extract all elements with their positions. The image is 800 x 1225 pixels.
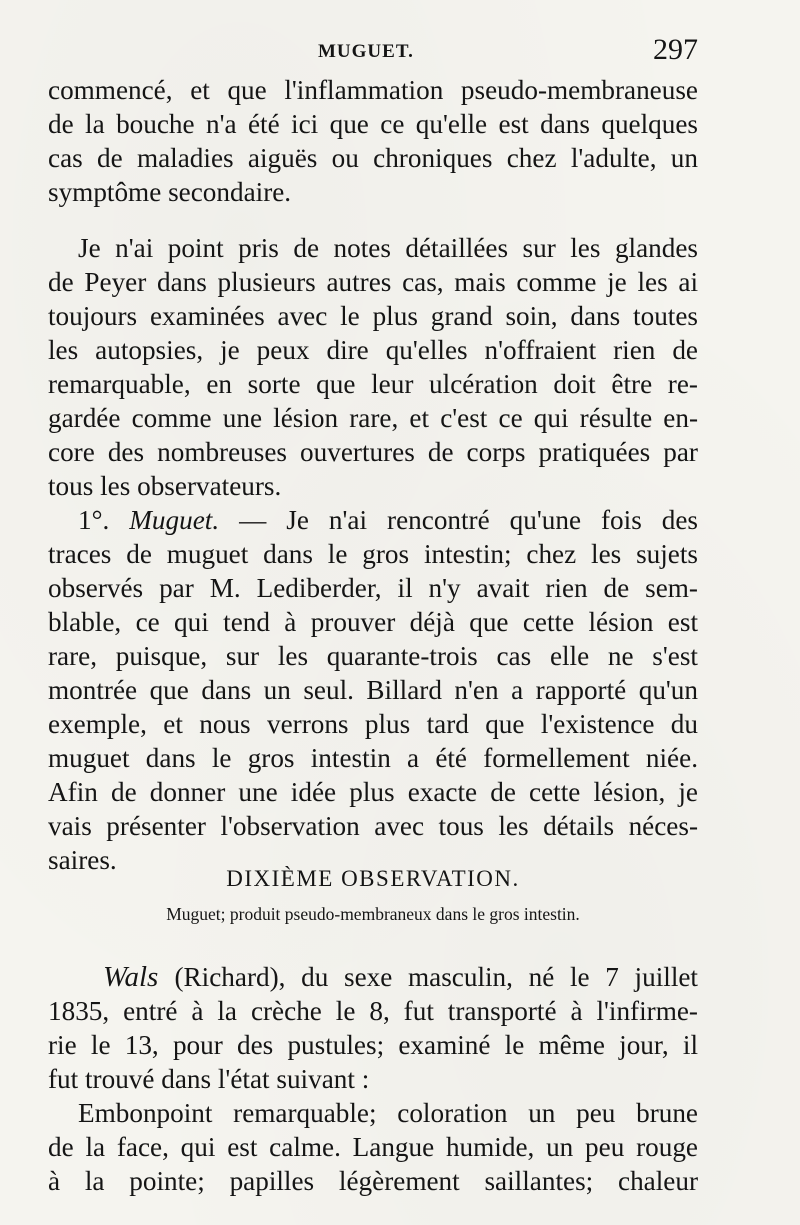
paragraph-3: [48, 503, 698, 877]
text-line: tous les observateurs.: [48, 471, 282, 501]
text-line: traces de muguet dans le gros intestin; chez les sujets: [48, 539, 698, 569]
paragraph-gap: [48, 209, 698, 231]
text-line: core des nombreuses ouvertures de corps pratiquées par: [48, 437, 698, 467]
text-line: 1835, entré à la crèche le 8, fut transporté à l'infirme-: [48, 996, 698, 1026]
observation-paragraph-1: [48, 960, 698, 1096]
section-number: 1°.: [78, 505, 110, 535]
page-header: [48, 33, 698, 73]
text-line: exemple, et nous verrons plus tard que l'existence du: [48, 709, 698, 739]
text-line: toujours examinées avec le plus grand soin, dans toutes: [48, 301, 698, 331]
text-line: [48, 960, 698, 994]
text-span: — Je n'ai rencontré qu'une fois des: [239, 505, 699, 535]
text-line: rie le 13, pour des pustules; examiné le même jour, il: [48, 1030, 698, 1060]
observation-paragraph-2: [48, 1096, 698, 1198]
text-line: saires.: [48, 845, 117, 875]
text-line: [48, 503, 698, 537]
text-line: de la bouche n'a été ici que ce qu'elle est dans quelques: [48, 109, 698, 139]
text-line: de la face, qui est calme. Langue humide, un peu rouge: [48, 1132, 698, 1162]
section-term: Muguet.: [129, 505, 220, 535]
text-line: Afin de donner une idée plus exacte de cette lésion, je: [48, 777, 698, 807]
text-line: remarquable, en sorte que leur ulcération doit être re-: [48, 369, 698, 399]
page-number: 297: [653, 33, 698, 66]
text-line: rare, puisque, sur les quarante-trois cas elle ne s'est: [48, 641, 698, 671]
text-line: commencé, et que l'inflammation pseudo-membraneuse: [48, 75, 698, 105]
text-line: fut trouvé dans l'état suivant :: [48, 1064, 370, 1094]
text-line: Je n'ai point pris de notes détaillées sur les glandes: [78, 233, 698, 263]
text-line: Embonpoint remarquable; coloration un peu brune: [78, 1098, 698, 1128]
text-line: gardée comme une lésion rare, et c'est ce qui résulte en-: [48, 403, 698, 433]
text-line: muguet dans le gros intestin a été formellement niée.: [48, 743, 698, 773]
text-line: de Peyer dans plusieurs autres cas, mais comme je les ai: [48, 267, 698, 297]
text-line: symptôme secondaire.: [48, 177, 292, 207]
patient-name: Wals: [103, 961, 159, 993]
text-line: cas de maladies aiguës ou chroniques chez l'adulte, un: [48, 143, 698, 173]
body-text: [48, 73, 698, 877]
observation-subtitle: Muguet; produit pseudo-membraneux dans le gros intestin.: [166, 904, 580, 924]
running-head: MUGUET.: [318, 41, 414, 62]
text-line: observés par M. Lediberder, il n'y avait rien de sem-: [48, 573, 698, 603]
text-line: les autopsies, je peux dire qu'elles n'offraient rien de: [48, 335, 698, 365]
paragraph-2: [48, 231, 698, 503]
text-line: à la pointe; papilles légèrement saillantes; chaleur: [48, 1166, 698, 1196]
text-line: vais présenter l'observation avec tous les détails néces-: [48, 811, 698, 841]
text-line: blable, ce qui tend à prouver déjà que cette lésion est: [48, 607, 698, 637]
text-line: montrée que dans un seul. Billard n'en a rapporté qu'un: [48, 675, 698, 705]
observation-text: [48, 960, 698, 1198]
observation-title: DIXIÈME OBSERVATION.: [226, 866, 520, 891]
paragraph-1: [48, 73, 698, 209]
text-span: (Richard), du sexe masculin, né le 7 juillet: [174, 962, 698, 992]
